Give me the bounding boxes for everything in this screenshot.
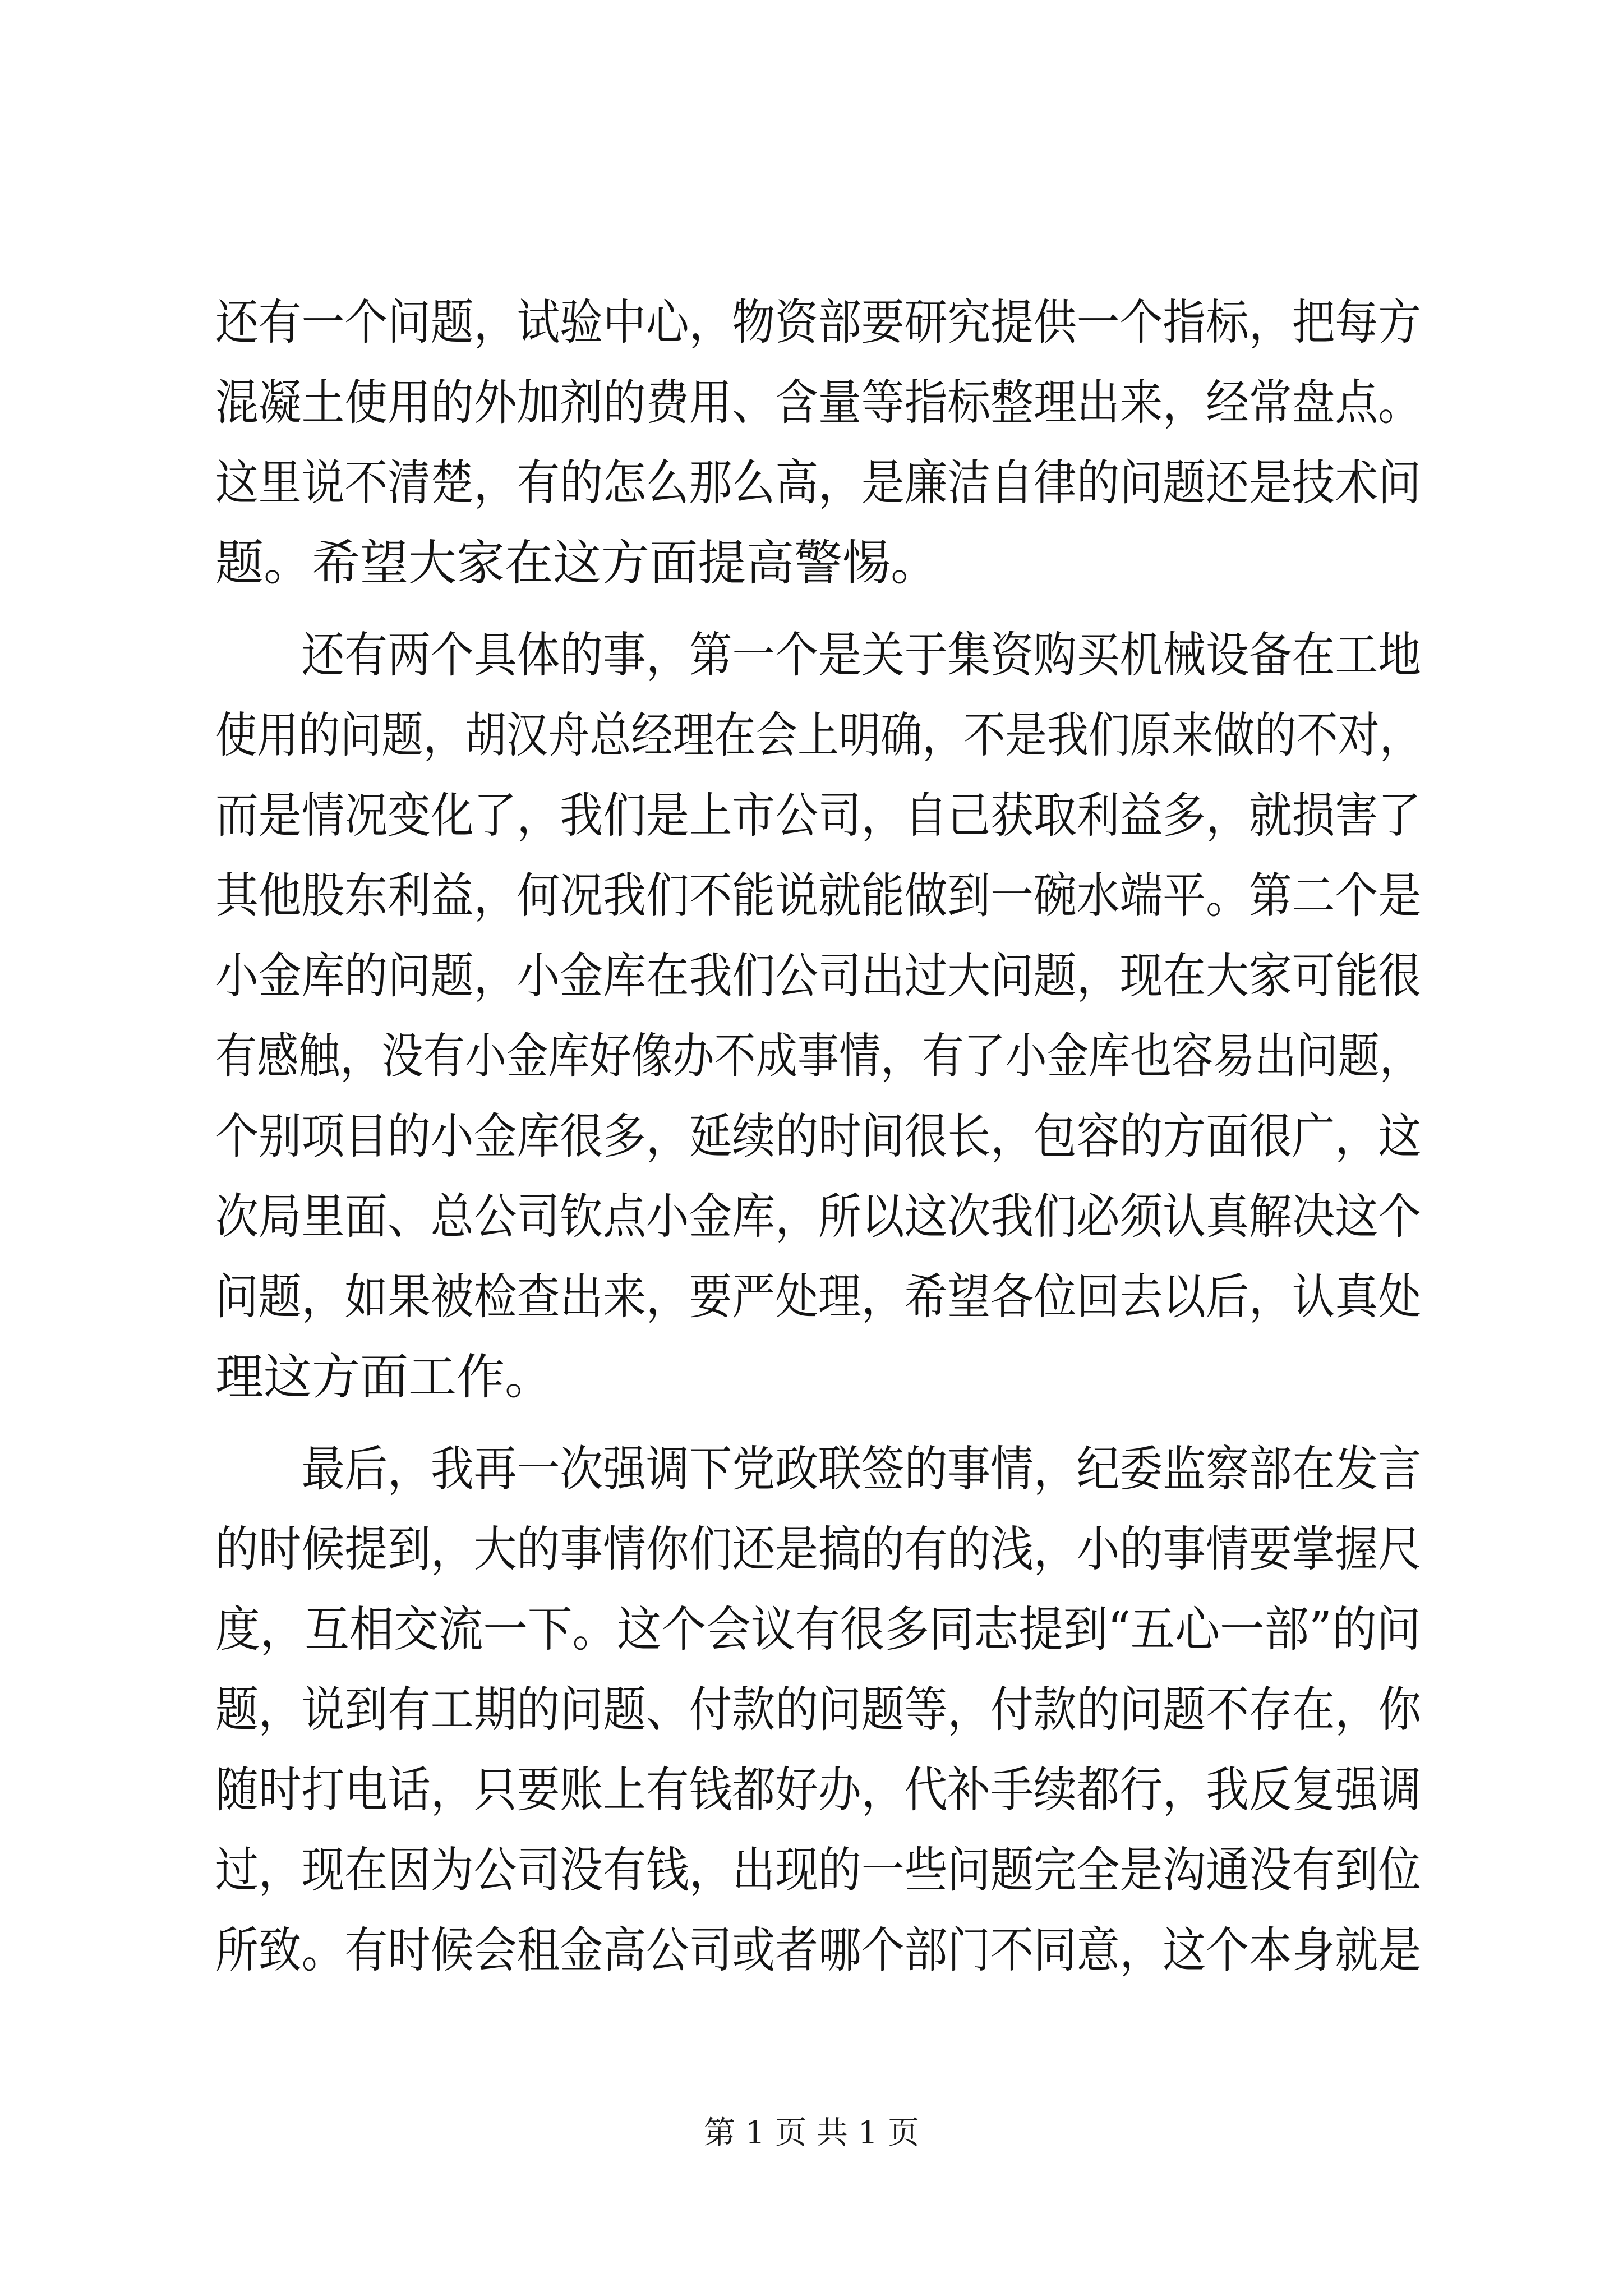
text-line-6: 使用的问题，胡汉舟总经理在会上明确，不是我们原来做的不对， (215, 707, 1421, 763)
text-line-14: 理这方面工作。 (215, 1349, 553, 1405)
text-line-18: 题，说到有工期的问题、付款的问题等，付款的问题不存在，你 (215, 1682, 1421, 1738)
text-line-3: 这里说不清楚，有的怎么那么高，是廉洁自律的问题还是技术问 (215, 455, 1421, 511)
text-line-15: 最后，我再一次强调下党政联签的事情，纪委监察部在发言 (215, 1441, 1421, 1497)
text-line-17: 度，互相交流一下。这个会议有很多同志提到“五心一部”的问 (215, 1602, 1421, 1658)
text-line-21: 所致。有时候会租金高公司或者哪个部门不同意，这个本身就是 (215, 1922, 1421, 1978)
text-line-8: 其他股东利益，何况我们不能说就能做到一碗水端平。第二个是 (215, 868, 1421, 924)
text-line-11: 个别项目的小金库很多，延续的时间很长，包容的方面很广，这 (215, 1108, 1421, 1165)
text-line-5: 还有两个具体的事，第一个是关于集资购买机械设备在工地 (215, 627, 1421, 683)
text-line-1: 还有一个问题，试验中心，物资部要研究提供一个指标，把每方 (215, 295, 1421, 351)
text-line-10: 有感触，没有小金库好像办不成事情，有了小金库也容易出问题， (215, 1028, 1421, 1084)
text-line-7: 而是情况变化了，我们是上市公司，自己获取利益多，就损害了 (215, 788, 1421, 844)
text-line-13: 问题，如果被检查出来，要严处理，希望各位回去以后，认真处 (215, 1269, 1421, 1325)
text-line-16: 的时候提到，大的事情你们还是搞的有的浅，小的事情要掌握尺 (215, 1521, 1421, 1577)
text-line-2: 混凝土使用的外加剂的费用、含量等指标整理出来，经常盘点。 (215, 375, 1421, 431)
text-line-9: 小金库的问题，小金库在我们公司出过大问题，现在大家可能很 (215, 948, 1421, 1004)
text-line-4: 题。希望大家在这方面提高警惕。 (215, 535, 939, 591)
page-footer: 第 1 页 共 1 页 (703, 2115, 920, 2151)
text-line-20: 过，现在因为公司没有钱，出现的一些问题完全是沟通没有到位 (215, 1842, 1421, 1898)
text-line-12: 次局里面、总公司钦点小金库，所以这次我们必须认真解决这个 (215, 1189, 1421, 1245)
text-line-19: 随时打电话，只要账上有钱都好办，代补手续都行，我反复强调 (215, 1762, 1421, 1818)
